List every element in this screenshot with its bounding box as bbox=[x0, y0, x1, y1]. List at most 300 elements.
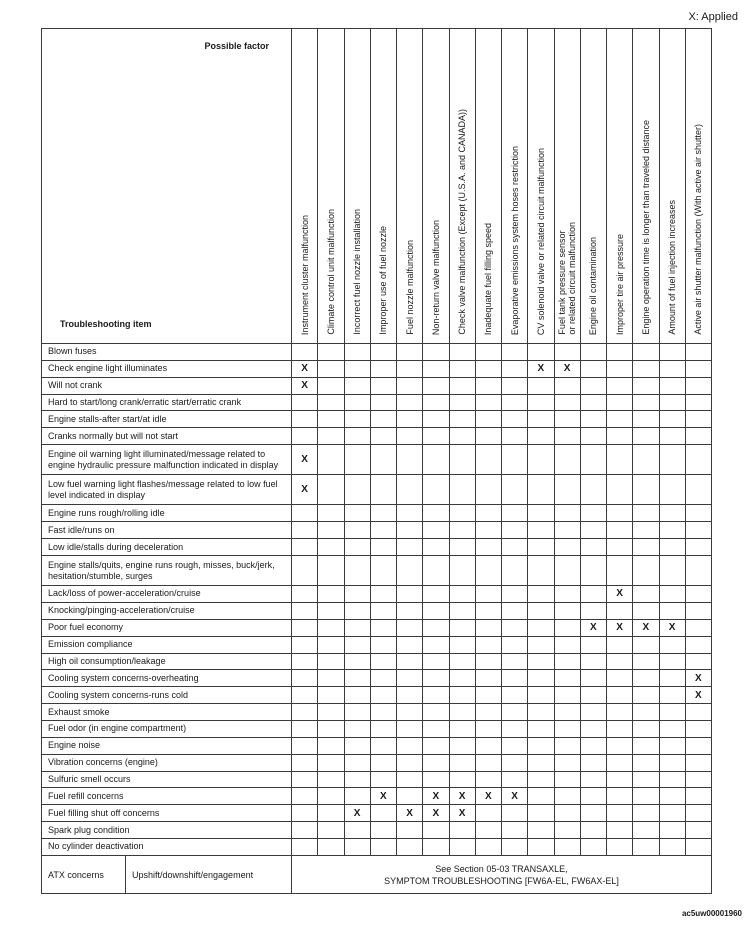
matrix-cell bbox=[318, 720, 344, 737]
applied-mark: X bbox=[370, 788, 396, 805]
matrix-cell bbox=[344, 653, 370, 670]
matrix-cell bbox=[449, 737, 475, 754]
matrix-body bbox=[42, 344, 712, 894]
matrix-cell bbox=[423, 653, 449, 670]
matrix-cell bbox=[370, 838, 396, 855]
matrix-cell bbox=[397, 788, 423, 805]
matrix-cell bbox=[528, 555, 554, 585]
matrix-cell bbox=[502, 428, 528, 445]
matrix-cell bbox=[554, 754, 580, 771]
column-header bbox=[344, 29, 370, 344]
matrix-cell bbox=[370, 687, 396, 704]
matrix-cell bbox=[502, 805, 528, 822]
matrix-cell bbox=[397, 411, 423, 428]
matrix-cell bbox=[685, 475, 711, 505]
applied-mark: X bbox=[423, 805, 449, 822]
matrix-cell bbox=[344, 428, 370, 445]
matrix-cell bbox=[318, 704, 344, 721]
matrix-cell bbox=[685, 737, 711, 754]
matrix-cell bbox=[344, 670, 370, 687]
matrix-cell bbox=[580, 586, 606, 603]
column-header bbox=[580, 29, 606, 344]
table-row bbox=[42, 555, 712, 585]
matrix-cell bbox=[449, 653, 475, 670]
matrix-cell bbox=[633, 377, 659, 394]
matrix-cell bbox=[449, 555, 475, 585]
matrix-cell bbox=[685, 344, 711, 361]
troubleshooting-item: Check engine light illuminates bbox=[42, 360, 292, 377]
column-header-label: Evaporative emissions system hoses restriction bbox=[509, 145, 520, 335]
matrix-cell bbox=[633, 445, 659, 475]
matrix-cell bbox=[423, 344, 449, 361]
matrix-cell bbox=[370, 653, 396, 670]
troubleshooting-item: Engine stalls-after start/at idle bbox=[42, 411, 292, 428]
table-row bbox=[42, 805, 712, 822]
matrix-cell bbox=[685, 394, 711, 411]
matrix-cell bbox=[475, 704, 501, 721]
matrix-cell bbox=[397, 445, 423, 475]
matrix-cell bbox=[554, 586, 580, 603]
matrix-cell bbox=[344, 360, 370, 377]
troubleshooting-item: Engine stalls/quits, engine runs rough, misses, buck/jerk, hesitation/stumble, surges bbox=[42, 555, 292, 585]
table-row bbox=[42, 704, 712, 721]
column-header-label: Incorrect fuel nozzle installation bbox=[352, 209, 363, 335]
atx-reference-note: See Section 05-03 TRANSAXLE, SYMPTOM TROUBLESHOOTING [FW6A-EL, FW6AX-EL] bbox=[292, 856, 712, 894]
column-header-label: Check valve malfunction (Except (U.S.A. and CANADA)) bbox=[457, 109, 468, 335]
matrix-cell bbox=[292, 344, 318, 361]
column-header bbox=[502, 29, 528, 344]
matrix-cell bbox=[659, 428, 685, 445]
matrix-cell bbox=[423, 602, 449, 619]
matrix-cell bbox=[475, 737, 501, 754]
matrix-cell bbox=[475, 586, 501, 603]
matrix-cell bbox=[528, 505, 554, 522]
matrix-cell bbox=[344, 838, 370, 855]
matrix-cell bbox=[397, 737, 423, 754]
matrix-cell bbox=[423, 360, 449, 377]
matrix-cell bbox=[528, 411, 554, 428]
matrix-cell bbox=[370, 411, 396, 428]
matrix-cell bbox=[607, 475, 633, 505]
table-row bbox=[42, 653, 712, 670]
matrix-cell bbox=[607, 539, 633, 556]
troubleshooting-item: Poor fuel economy bbox=[42, 619, 292, 636]
troubleshooting-item: No cylinder deactivation bbox=[42, 838, 292, 855]
matrix-cell bbox=[370, 394, 396, 411]
matrix-cell bbox=[685, 522, 711, 539]
table-row bbox=[42, 539, 712, 556]
matrix-cell bbox=[370, 704, 396, 721]
matrix-cell bbox=[633, 687, 659, 704]
matrix-cell bbox=[633, 505, 659, 522]
applied-mark: X bbox=[292, 377, 318, 394]
matrix-cell bbox=[528, 619, 554, 636]
table-row bbox=[42, 720, 712, 737]
applied-mark: X bbox=[685, 687, 711, 704]
matrix-cell bbox=[370, 602, 396, 619]
matrix-cell bbox=[502, 522, 528, 539]
applied-mark: X bbox=[449, 788, 475, 805]
matrix-cell bbox=[397, 360, 423, 377]
matrix-cell bbox=[502, 411, 528, 428]
matrix-cell bbox=[370, 754, 396, 771]
matrix-cell bbox=[528, 394, 554, 411]
column-header-label: Engine operation time is longer than traveled distance bbox=[640, 120, 651, 335]
atx-sub-label: Upshift/downshift/engagement bbox=[132, 869, 254, 880]
possible-factor-label: Possible factor bbox=[204, 41, 269, 51]
matrix-cell bbox=[344, 394, 370, 411]
table-row bbox=[42, 822, 712, 839]
column-header-label: Amount of fuel injection increases bbox=[667, 200, 678, 335]
matrix-cell bbox=[580, 687, 606, 704]
table-row bbox=[42, 586, 712, 603]
matrix-cell bbox=[659, 586, 685, 603]
matrix-cell bbox=[318, 788, 344, 805]
matrix-cell bbox=[580, 838, 606, 855]
matrix-cell bbox=[318, 602, 344, 619]
matrix-cell bbox=[659, 687, 685, 704]
matrix-cell bbox=[633, 838, 659, 855]
matrix-cell bbox=[528, 445, 554, 475]
column-header bbox=[449, 29, 475, 344]
matrix-cell bbox=[318, 737, 344, 754]
matrix-cell bbox=[607, 394, 633, 411]
matrix-cell bbox=[580, 822, 606, 839]
matrix-cell bbox=[397, 344, 423, 361]
table-row bbox=[42, 838, 712, 855]
matrix-cell bbox=[397, 653, 423, 670]
matrix-cell bbox=[449, 344, 475, 361]
matrix-cell bbox=[318, 505, 344, 522]
column-header bbox=[607, 29, 633, 344]
matrix-cell bbox=[502, 394, 528, 411]
matrix-cell bbox=[528, 344, 554, 361]
table-row bbox=[42, 522, 712, 539]
matrix-cell bbox=[292, 555, 318, 585]
matrix-cell bbox=[423, 636, 449, 653]
atx-concerns-label: ATX concerns bbox=[42, 856, 126, 893]
matrix-cell bbox=[659, 505, 685, 522]
troubleshooting-item: Sulfuric smell occurs bbox=[42, 771, 292, 788]
applied-mark: X bbox=[475, 788, 501, 805]
column-header bbox=[685, 29, 711, 344]
matrix-cell bbox=[528, 822, 554, 839]
matrix-cell bbox=[554, 602, 580, 619]
matrix-cell bbox=[318, 586, 344, 603]
matrix-cell bbox=[397, 505, 423, 522]
column-header-label: CV solenoid valve or related circuit malfunction bbox=[535, 147, 546, 335]
table-row bbox=[42, 602, 712, 619]
applied-mark: X bbox=[554, 360, 580, 377]
troubleshooting-item: Will not crank bbox=[42, 377, 292, 394]
matrix-cell bbox=[344, 687, 370, 704]
matrix-cell bbox=[685, 636, 711, 653]
column-header-label: Engine oil contamination bbox=[588, 236, 599, 335]
matrix-cell bbox=[580, 754, 606, 771]
matrix-cell bbox=[318, 805, 344, 822]
matrix-cell bbox=[607, 720, 633, 737]
matrix-cell bbox=[607, 737, 633, 754]
matrix-cell bbox=[554, 539, 580, 556]
matrix-cell bbox=[554, 445, 580, 475]
matrix-cell bbox=[397, 720, 423, 737]
matrix-cell bbox=[554, 737, 580, 754]
table-row bbox=[42, 428, 712, 445]
matrix-cell bbox=[633, 539, 659, 556]
matrix-cell bbox=[423, 720, 449, 737]
matrix-cell bbox=[659, 394, 685, 411]
troubleshooting-item: Fuel odor (in engine compartment) bbox=[42, 720, 292, 737]
matrix-cell bbox=[502, 653, 528, 670]
column-header bbox=[633, 29, 659, 344]
table-row bbox=[42, 505, 712, 522]
table-row bbox=[42, 394, 712, 411]
matrix-cell bbox=[633, 754, 659, 771]
matrix-cell bbox=[528, 737, 554, 754]
matrix-cell bbox=[659, 522, 685, 539]
matrix-cell bbox=[685, 411, 711, 428]
matrix-cell bbox=[475, 636, 501, 653]
matrix-cell bbox=[685, 754, 711, 771]
matrix-cell bbox=[659, 344, 685, 361]
matrix-cell bbox=[659, 411, 685, 428]
matrix-cell bbox=[397, 704, 423, 721]
matrix-cell bbox=[633, 822, 659, 839]
matrix-cell bbox=[370, 822, 396, 839]
troubleshooting-item: High oil consumption/leakage bbox=[42, 653, 292, 670]
matrix-cell bbox=[370, 771, 396, 788]
matrix-cell bbox=[292, 505, 318, 522]
matrix-cell bbox=[370, 377, 396, 394]
matrix-cell bbox=[659, 754, 685, 771]
troubleshooting-item: Cooling system concerns-runs cold bbox=[42, 687, 292, 704]
matrix-cell bbox=[502, 602, 528, 619]
matrix-cell bbox=[607, 445, 633, 475]
header-row bbox=[42, 29, 712, 344]
matrix-cell bbox=[344, 754, 370, 771]
troubleshooting-item: Lack/loss of power-acceleration/cruise bbox=[42, 586, 292, 603]
matrix-cell bbox=[449, 838, 475, 855]
matrix-cell bbox=[633, 522, 659, 539]
matrix-cell bbox=[580, 555, 606, 585]
matrix-cell bbox=[607, 771, 633, 788]
matrix-cell bbox=[318, 838, 344, 855]
troubleshooting-item: Vibration concerns (engine) bbox=[42, 754, 292, 771]
matrix-cell bbox=[292, 822, 318, 839]
matrix-cell bbox=[423, 704, 449, 721]
matrix-cell bbox=[318, 653, 344, 670]
troubleshooting-item-label: Troubleshooting item bbox=[60, 319, 152, 329]
matrix-cell bbox=[292, 670, 318, 687]
matrix-cell bbox=[580, 360, 606, 377]
matrix-cell bbox=[554, 377, 580, 394]
matrix-cell bbox=[580, 377, 606, 394]
matrix-cell bbox=[344, 788, 370, 805]
matrix-cell bbox=[344, 445, 370, 475]
troubleshooting-item: Fuel refill concerns bbox=[42, 788, 292, 805]
matrix-cell bbox=[449, 586, 475, 603]
matrix-cell bbox=[423, 445, 449, 475]
troubleshooting-item: Engine runs rough/rolling idle bbox=[42, 505, 292, 522]
matrix-cell bbox=[528, 805, 554, 822]
matrix-cell bbox=[528, 428, 554, 445]
matrix-cell bbox=[423, 505, 449, 522]
matrix-cell bbox=[659, 360, 685, 377]
matrix-cell bbox=[423, 475, 449, 505]
matrix-cell bbox=[292, 428, 318, 445]
matrix-cell bbox=[685, 653, 711, 670]
matrix-cell bbox=[685, 788, 711, 805]
matrix-cell bbox=[449, 505, 475, 522]
column-header bbox=[318, 29, 344, 344]
troubleshooting-item: Fast idle/runs on bbox=[42, 522, 292, 539]
matrix-cell bbox=[318, 555, 344, 585]
matrix-cell bbox=[528, 687, 554, 704]
matrix-cell bbox=[659, 838, 685, 855]
matrix-cell bbox=[475, 838, 501, 855]
matrix-cell bbox=[397, 394, 423, 411]
matrix-cell bbox=[475, 445, 501, 475]
matrix-cell bbox=[502, 475, 528, 505]
matrix-cell bbox=[292, 411, 318, 428]
matrix-cell bbox=[318, 475, 344, 505]
column-header bbox=[292, 29, 318, 344]
applied-mark: X bbox=[633, 619, 659, 636]
matrix-cell bbox=[580, 636, 606, 653]
matrix-cell bbox=[449, 475, 475, 505]
table-row bbox=[42, 636, 712, 653]
matrix-cell bbox=[633, 670, 659, 687]
table-row bbox=[42, 670, 712, 687]
matrix-cell bbox=[475, 394, 501, 411]
matrix-cell bbox=[344, 636, 370, 653]
matrix-cell bbox=[449, 377, 475, 394]
matrix-cell bbox=[292, 539, 318, 556]
matrix-cell bbox=[633, 360, 659, 377]
matrix-cell bbox=[685, 822, 711, 839]
matrix-cell bbox=[423, 411, 449, 428]
matrix-cell bbox=[318, 445, 344, 475]
matrix-cell bbox=[475, 360, 501, 377]
matrix-cell bbox=[292, 788, 318, 805]
matrix-cell bbox=[502, 822, 528, 839]
matrix-cell bbox=[292, 619, 318, 636]
troubleshooting-item: Low fuel warning light flashes/message related to low fuel level indicated in display bbox=[42, 475, 292, 505]
matrix-cell bbox=[292, 720, 318, 737]
matrix-cell bbox=[502, 754, 528, 771]
matrix-cell bbox=[554, 428, 580, 445]
matrix-cell bbox=[528, 771, 554, 788]
matrix-cell bbox=[318, 687, 344, 704]
matrix-cell bbox=[397, 377, 423, 394]
table-row bbox=[42, 619, 712, 636]
matrix-cell bbox=[370, 344, 396, 361]
table-row bbox=[42, 687, 712, 704]
matrix-cell bbox=[370, 636, 396, 653]
applied-mark: X bbox=[292, 475, 318, 505]
matrix-cell bbox=[423, 539, 449, 556]
matrix-cell bbox=[633, 720, 659, 737]
table-row bbox=[42, 475, 712, 505]
matrix-cell bbox=[475, 344, 501, 361]
matrix-cell bbox=[607, 344, 633, 361]
matrix-cell bbox=[292, 636, 318, 653]
matrix-cell bbox=[685, 445, 711, 475]
applied-mark: X bbox=[685, 670, 711, 687]
matrix-cell bbox=[449, 411, 475, 428]
matrix-cell bbox=[318, 771, 344, 788]
matrix-cell bbox=[554, 619, 580, 636]
matrix-cell bbox=[318, 394, 344, 411]
matrix-cell bbox=[685, 505, 711, 522]
matrix-cell bbox=[528, 522, 554, 539]
matrix-cell bbox=[502, 838, 528, 855]
figure-id: ac5uw00001960 bbox=[681, 909, 742, 918]
matrix-cell bbox=[423, 394, 449, 411]
matrix-cell bbox=[633, 737, 659, 754]
matrix-cell bbox=[292, 805, 318, 822]
matrix-cell bbox=[554, 505, 580, 522]
matrix-cell bbox=[633, 805, 659, 822]
matrix-cell bbox=[475, 822, 501, 839]
matrix-cell bbox=[475, 720, 501, 737]
matrix-cell bbox=[449, 636, 475, 653]
matrix-cell bbox=[633, 428, 659, 445]
matrix-cell bbox=[633, 704, 659, 721]
matrix-cell bbox=[633, 653, 659, 670]
matrix-cell bbox=[685, 586, 711, 603]
table-row bbox=[42, 411, 712, 428]
matrix-cell bbox=[475, 754, 501, 771]
matrix-cell bbox=[502, 619, 528, 636]
atx-row bbox=[42, 856, 712, 894]
matrix-cell bbox=[502, 687, 528, 704]
matrix-cell bbox=[449, 394, 475, 411]
troubleshooting-item: Cranks normally but will not start bbox=[42, 428, 292, 445]
matrix-cell bbox=[292, 394, 318, 411]
matrix-cell bbox=[528, 754, 554, 771]
applied-mark: X bbox=[397, 805, 423, 822]
matrix-cell bbox=[318, 428, 344, 445]
matrix-cell bbox=[292, 602, 318, 619]
matrix-cell bbox=[607, 704, 633, 721]
matrix-cell bbox=[318, 360, 344, 377]
matrix-cell bbox=[292, 522, 318, 539]
matrix-cell bbox=[607, 522, 633, 539]
matrix-cell bbox=[554, 475, 580, 505]
matrix-cell bbox=[607, 838, 633, 855]
applied-mark: X bbox=[449, 805, 475, 822]
troubleshooting-item: Hard to start/long crank/erratic start/erratic crank bbox=[42, 394, 292, 411]
applied-mark: X bbox=[292, 445, 318, 475]
matrix-cell bbox=[580, 428, 606, 445]
matrix-cell bbox=[633, 602, 659, 619]
matrix-cell bbox=[685, 555, 711, 585]
matrix-cell bbox=[633, 771, 659, 788]
matrix-cell bbox=[659, 653, 685, 670]
matrix-cell bbox=[633, 394, 659, 411]
matrix-cell bbox=[685, 428, 711, 445]
troubleshooting-item: Engine oil warning light illuminated/message related to engine hydraulic pressure malfunction indicated in display bbox=[42, 445, 292, 475]
matrix-cell bbox=[449, 670, 475, 687]
column-header-label: Inadequate fuel filling speed bbox=[483, 222, 494, 335]
matrix-cell bbox=[580, 704, 606, 721]
matrix-cell bbox=[397, 754, 423, 771]
matrix-cell bbox=[423, 687, 449, 704]
matrix-cell bbox=[607, 670, 633, 687]
matrix-cell bbox=[502, 539, 528, 556]
matrix-cell bbox=[607, 377, 633, 394]
